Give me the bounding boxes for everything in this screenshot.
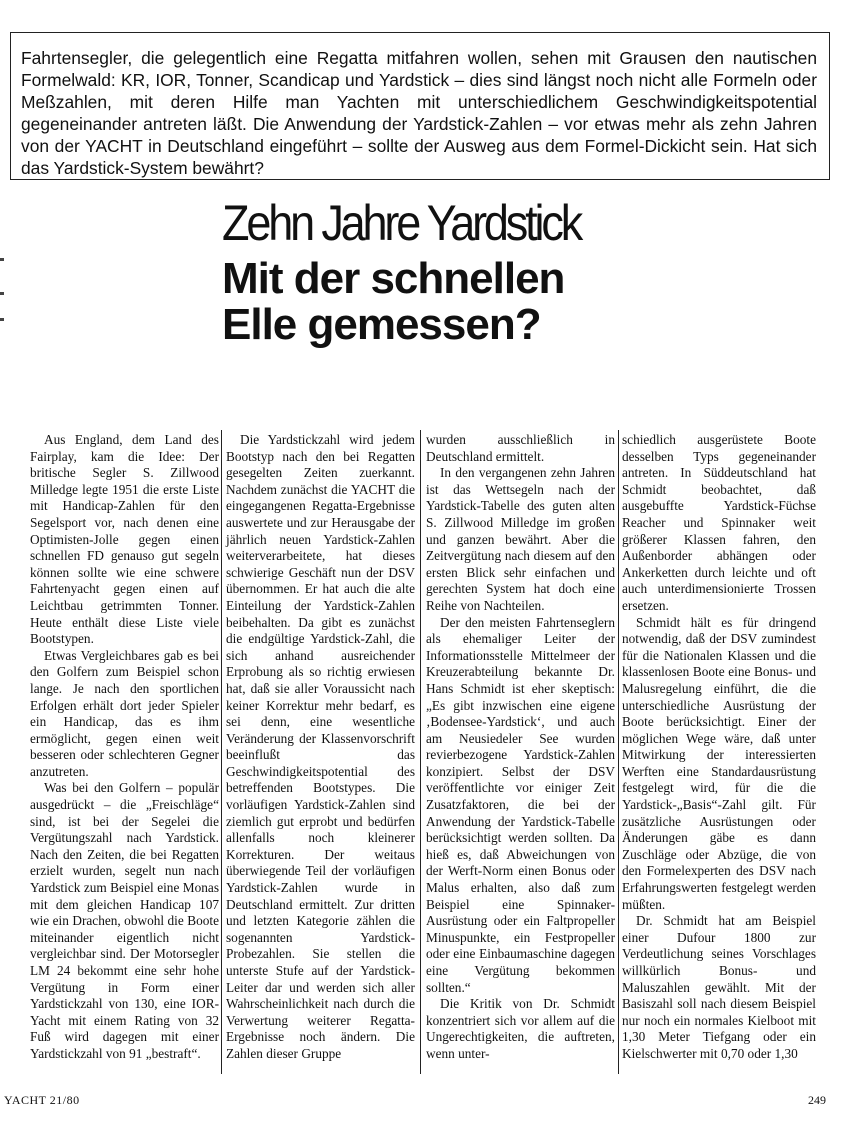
column-rule: [618, 430, 619, 1074]
paragraph: Dr. Schmidt hat am Beispiel einer Dufour 1800 zur Verdeutlichung seines Vorschlages willkürlich Bonus- und Maluszahlen gewählt. Mit der Basiszahl soll nach diesem Beispiel nur noch ein normales Kielboot mit 1,30 Meter Tiefgang oder ein Kielschwerter mit 0,70 oder 1,30: [622, 913, 816, 1061]
paragraph: In den vergangenen zehn Jahren ist das Wettsegeln nach der Yardstick-Tabelle des guten alten S. Zillwood Milledge im großen und ganzen bewährt. Aber die Zeitvergütung nach diesem auf den ersten Blick sehr einfachen und gerechten System hat doch eine Reihe von Nachteilen.: [426, 465, 615, 613]
column-2: [226, 432, 415, 1063]
margin-mark: [0, 258, 4, 261]
footer-issue: YACHT 21/80: [4, 1093, 80, 1107]
column-rule: [420, 430, 421, 1074]
paragraph: Aus England, dem Land des Fairplay, kam die Idee: Der britische Segler S. Zillwood Milledge legte 1951 die erste Liste mit Handicap-Zahlen für den Segelsport vor, nach denen eine Optimisten-Jolle gegen einen schnellen FD genauso gut segeln können sollte wie eine schwere Fahrtenyacht gegen einen auf Leichtbau getrimmten Tonner. Heute enthält diese Liste viele Bootstypen.: [30, 432, 219, 647]
margin-mark: [0, 318, 4, 321]
column-4: [622, 432, 816, 1063]
headline-line-1: Mit der schnellen: [222, 254, 565, 303]
paragraph: Der den meisten Fahrtenseglern als ehemaliger Leiter der Informationsstelle Mittelmeer der Kreuzerabteilung bekannte Dr. Hans Schmidt ist eher skeptisch: „Es gibt inzwischen eine eigene ‚Bodensee-Yardstick‘, und auch am Neusiedeler See wurden revierbezogene Yardstick-Zahlen konzipiert. Selbst der DSV veröffentlichte vor einiger Zeit Zusatzfaktoren, die bei der Anwendung der Yardstick-Tabelle berücksichtigt werden sollten. Da hieß es, daß Abweichungen von der Werft-Norm einen Bonus oder Malus erhalten, also daß zum Beispiel eine Spinnaker-Ausrüstung oder ein Faltpropeller Minuspunkte, ein Festpropeller oder eine Einbaumaschine dagegen eine Vergütung bekommen sollten.“: [426, 614, 615, 995]
intro-text: Fahrtensegler, die gelegentlich eine Regatta mitfahren wollen, sehen mit Grausen den nautischen Formelwald: KR, IOR, Tonner, Scandicap und Yardstick – dies sind längst noch nicht alle Formeln oder Meßzahlen, mit deren Hilfe man Yachten mit unterschiedlichem Geschwindigkeitspotential gegeneinander antreten läßt. Die Anwendung der Yardstick-Zahlen – vor etwas mehr als zehn Jahren von der YACHT in Deutschland eingeführt – sollte der Ausweg aus dem Formel-Dickicht sein. Hat sich das Yardstick-System bewährt?: [21, 48, 817, 178]
margin-mark: [0, 292, 4, 295]
paragraph: wurden ausschließlich in Deutschland ermittelt.: [426, 432, 615, 464]
paragraph: Die Yardstickzahl wird jedem Bootstyp nach den bei Regatten gesegelten Zeiten zuerkannt. Nachdem zunächst die YACHT die eingegangenen Regatta-Ergebnisse auswertete und zur Herausgabe der jährlich neuen Yardstick-Zahlen weiterverarbeitete, hat dieses schwierige Geschäft nun der DSV übernommen. Er hat auch die alte Einteilung der Yardstick-Zahlen beibehalten. Da gibt es zunächst die endgültige Yardstick-Zahl, die sich anhand ausreichender Erprobung als so richtig erwiesen hat, daß sie aller Voraussicht nach keiner Korrektur mehr bedarf, es sei denn, eine wesentliche Veränderung der Klassenvorschrift beeinflußt das Geschwindigkeitspotential des betreffenden Bootstypes. Die vorläufigen Yardstick-Zahlen sind ziemlich gut erprobt und bedürfen allenfalls noch kleinerer Korrekturen. Der weitaus überwiegende Teil der vorläufigen Yardstick-Zahlen wurde in Deutschland ermittelt. Zur dritten und letzten Kategorie zählen die sogenannten Yardstick-Probezahlen. Sie stellen die unterste Stufe auf der Yardstick-Leiter dar und werden sich aller Wahrscheinlichkeit nach durch die Verwertung weiterer Regatta-Ergebnisse noch ändern. Die Zahlen dieser Gruppe: [226, 432, 415, 1061]
page-number: 249: [808, 1093, 826, 1107]
paragraph: Schmidt hält es für dringend notwendig, daß der DSV zumindest für die Nationalen Klassen und die klassenlosen Boote eine Bonus- und Malusregelung einführt, die die unterschiedliche Ausrüstung der Boote berücksichtigt. Einer der möglichen Wege wäre, daß unter Mitwirkung der interessierten Werften eine Standardausrüstung festgelegt wird, für die die Yardstick-„Basis“-Zahl gilt. Für zusätzliche Ausrüstungen oder Änderungen gäbe es dann Zuschläge oder Abzüge, die von den Formelexperten des DSV nach Erfahrungswerten festgelegt werden müßten.: [622, 614, 816, 912]
column-1: [30, 432, 219, 1063]
kicker-title: Zehn Jahre Yardstick: [222, 195, 581, 251]
headline-line-2: Elle gemessen?: [222, 300, 541, 349]
paragraph: Was bei den Golfern – populär ausgedrückt – die „Freischläge“ sind, ist bei der Segelei die Vergütungszahl nach Yardstick. Nach den Zeiten, die bei Regatten erzielt wurden, segelt nun nach Yardstick zum Beispiel eine Monas mit dem gleichen Handicap 107 wie ein Drachen, obwohl die Boote miteinander eigentlich nicht vergleichbar sind. Der Motorsegler LM 24 bekommt eine sehr hohe Vergütung in Form einer Yardstickzahl von 130, eine IOR-Yacht mit einem Rating von 32 Fuß wird dagegen mit einer Yardstickzahl von 91 „bestraft“.: [30, 780, 219, 1061]
headline: [222, 256, 822, 348]
paragraph: schiedlich ausgerüstete Boote desselben Typs gegeneinander antreten. In Süddeutschland hat Schmidt beobachtet, daß ausgebuffte Yardstick-Füchse Reacher und Spinnaker weit größerer Klassen fahren, den Außenborder abhängen oder Ankerketten durch leichte und oft auch unterdimensionierte Trossen ersetzen.: [622, 432, 816, 613]
paragraph: Die Kritik von Dr. Schmidt konzentriert sich vor allem auf die Ungerechtigkeiten, die auftreten, wenn unter-: [426, 996, 615, 1061]
column-3: [426, 432, 615, 1063]
intro-box: [10, 32, 830, 180]
paragraph: Etwas Vergleichbares gab es bei den Golfern zum Beispiel schon lange. Je nach den sportlichen Erfolgen erhält dort jeder Spieler ein Handicap, das es ihm ermöglicht, gegen einen weit besseren oder schlechteren Gegner anzutreten.: [30, 647, 219, 779]
column-rule: [221, 430, 222, 1074]
